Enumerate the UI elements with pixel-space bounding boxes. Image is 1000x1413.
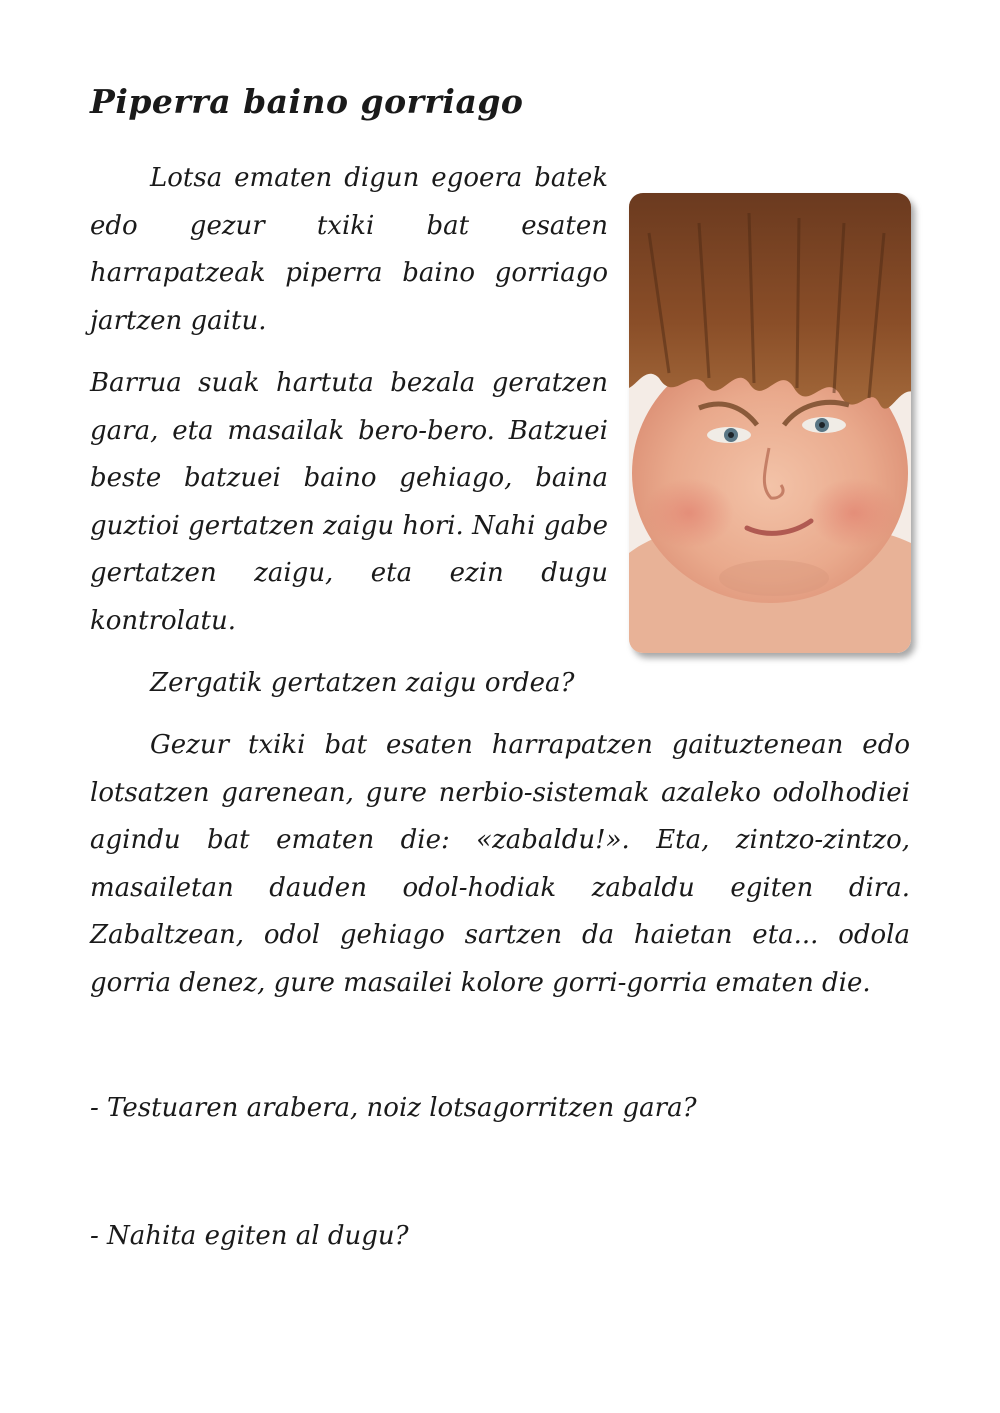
question-2: - Nahita egiten al dugu? xyxy=(90,1221,409,1251)
child-face-photo xyxy=(629,193,911,653)
paragraph-intro: Lotsa ematen digun egoera batek edo gezur txiki bat esaten harrapatzeak piperra baino gorriago jartzen gaitu. xyxy=(90,163,608,336)
hair xyxy=(629,193,911,409)
paragraph-question: Zergatik gertatzen zaigu ordea? xyxy=(150,668,575,698)
paragraph-description: Barrua suak hartuta bezala geratzen gara, eta masailak bero-bero. Batzuei beste batzuei baino gehiago, baina guztioi gertatzen zaigu hori. Nahi gabe gertatzen zaigu, eta ezin dugu kontrolatu. xyxy=(90,368,608,636)
question-1: - Testuaren arabera, noiz lotsagorritzen gara? xyxy=(90,1093,697,1123)
page-title: Piperra baino gorriago xyxy=(90,82,524,121)
paragraph-explanation: Gezur txiki bat esaten harrapatzen gaituztenean edo lotsatzen garenean, gure nerbio-sistemak azaleko odolhodiei agindu bat ematen die: «zabaldu!». Eta, zintzo-zintzo, masailetan dauden odol-hodiak zabaldu egiten dira. Zabaltzean, odol gehiago sartzen da haietan eta... odola gorria denez, gure masailei kolore gorri-gorria ematen die. xyxy=(90,730,910,998)
child-face-illustration xyxy=(629,193,911,653)
